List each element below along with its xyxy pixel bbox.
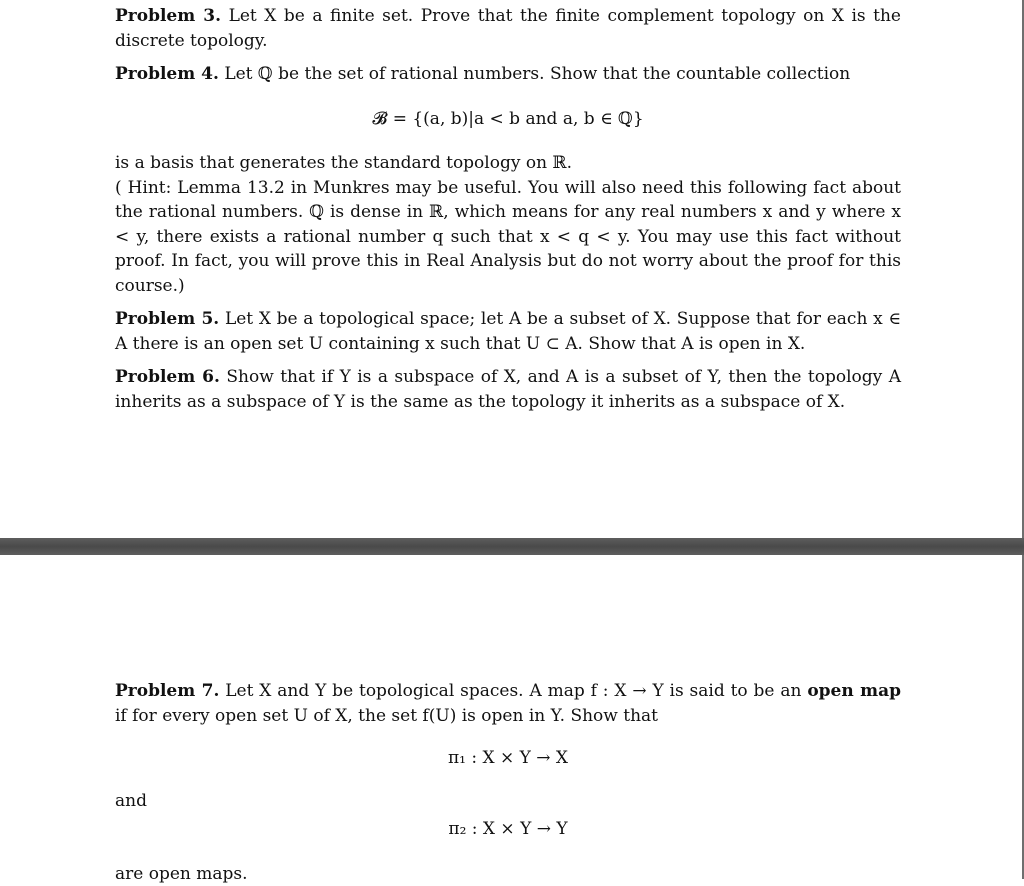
- problem-4-hint: ( Hint: Lemma 13.2 in Munkres may be useful. You will also need this following fact about the rational numbers. ℚ is dense in ℝ, which means for any real numbers x and y where x < y, there exists a rational number q such that x < q < y. You may use this fact without proof. In fact, you will prove this in Real Analysis but do not worry about the proof for this course.): [115, 176, 901, 299]
- problem-6-text: Show that if Y is a subspace of X, and A is a subset of Y, then the topology A inherits as a subspace of Y is the same as the topology it inherits as a subspace of X.: [115, 367, 901, 412]
- problem-6: [115, 365, 901, 414]
- problem-7-text-before: Let X and Y be topological spaces. A map f : X → Y is said to be an: [225, 681, 801, 701]
- and-word: and: [115, 789, 901, 814]
- problem-4-intro: Let ℚ be the set of rational numbers. Show that the countable collection: [224, 64, 850, 84]
- problem-6-title: Problem 6.: [115, 367, 220, 387]
- problem-5: [115, 307, 901, 356]
- projection-2-formula: π₂ : X × Y → Y: [115, 817, 901, 842]
- page-bottom: [0, 555, 1024, 879]
- problem-5-text: Let X be a topological space; let A be a subset of X. Suppose that for each x ∈ A there is an open set U containing x such that U ⊂ A. Show that A is open in X.: [115, 309, 901, 354]
- open-map-term: open map: [807, 681, 901, 701]
- projection-1-formula: π₁ : X × Y → X: [115, 746, 901, 771]
- problem-5-title: Problem 5.: [115, 309, 219, 329]
- problem-7-title: Problem 7.: [115, 681, 219, 701]
- problem-4-title: Problem 4.: [115, 64, 219, 84]
- problem-3-title: Problem 3.: [115, 6, 221, 26]
- problem-4: [115, 62, 901, 298]
- problem-3: [115, 4, 901, 53]
- page-separator: [0, 538, 1024, 555]
- page-bottom-content: [115, 679, 901, 886]
- problem-7-text-after: if for every open set U of X, the set f(U) is open in Y. Show that: [115, 706, 658, 726]
- problem-3-text: Let X be a finite set. Prove that the finite complement topology on X is the discrete topology.: [115, 6, 901, 51]
- page-top-content: [115, 4, 901, 423]
- problem-7-closing: are open maps.: [115, 862, 901, 886]
- problem-4-after: is a basis that generates the standard topology on ℝ.: [115, 151, 901, 176]
- problem-7: [115, 679, 901, 728]
- basis-formula: 𝓑 = {(a, b)|a < b and a, b ∈ ℚ}: [115, 107, 901, 132]
